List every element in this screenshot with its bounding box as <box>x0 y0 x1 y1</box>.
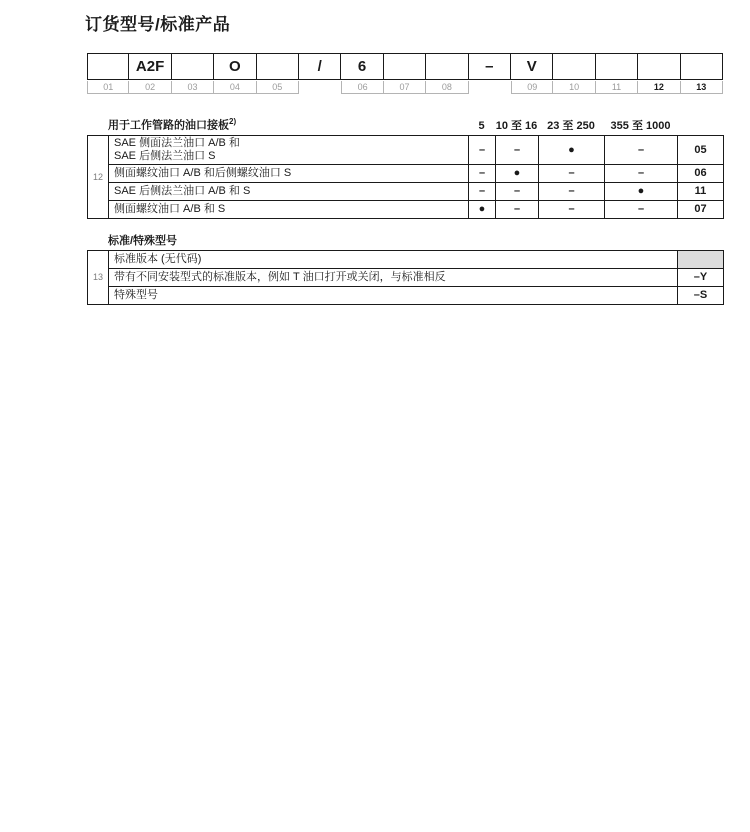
port-plate-table <box>87 135 724 219</box>
availability-mark: ● <box>539 135 605 164</box>
size-col-header-10-16: 10 至 16 <box>495 119 538 132</box>
code-cell-10 <box>553 53 595 80</box>
row-description: SAE 后侧法兰油口 A/B 和 S <box>109 182 469 200</box>
availability-mark: – <box>539 164 605 182</box>
row-description: 特殊型号 <box>109 286 678 304</box>
option-code: 07 <box>678 200 724 218</box>
position-label-12: 12 <box>88 135 109 218</box>
code-pos-gap-1 <box>299 81 341 94</box>
ordering-code-values-row <box>87 53 723 80</box>
availability-mark: – <box>605 200 678 218</box>
availability-mark: – <box>469 164 496 182</box>
availability-mark: – <box>539 182 605 200</box>
code-pos-09: 09 <box>511 81 553 94</box>
availability-mark: ● <box>469 200 496 218</box>
row-description: 侧面螺纹油口 A/B 和后侧螺纹油口 S <box>109 164 469 182</box>
code-pos-11: 11 <box>596 81 638 94</box>
option-code: –S <box>678 286 724 304</box>
size-col-header-5: 5 <box>478 119 485 132</box>
code-pos-07: 07 <box>384 81 426 94</box>
code-pos-08: 08 <box>426 81 468 94</box>
row-description <box>109 135 469 164</box>
option-code: 06 <box>678 164 724 182</box>
table-row <box>88 164 724 182</box>
availability-mark: ● <box>496 164 539 182</box>
code-pos-04: 04 <box>214 81 256 94</box>
code-pos-01: 01 <box>87 81 129 94</box>
code-pos-05: 05 <box>257 81 299 94</box>
code-pos-03: 03 <box>172 81 214 94</box>
row-description: 带有不同安装型式的标准版本，例如 T 油口打开或关闭，与标准相反 <box>109 268 678 286</box>
availability-mark: – <box>496 182 539 200</box>
availability-mark: – <box>496 135 539 164</box>
code-pos-06: 06 <box>341 81 383 94</box>
footnote-marker: 2) <box>229 117 237 126</box>
table-row <box>88 286 724 304</box>
port-plate-section-title <box>108 115 468 133</box>
availability-mark: – <box>496 200 539 218</box>
page-title: 订货型号/标准产品 <box>85 15 231 34</box>
code-pos-12: 12 <box>638 81 680 94</box>
option-code: –Y <box>678 268 724 286</box>
table-row <box>88 200 724 218</box>
availability-mark: – <box>605 164 678 182</box>
availability-mark: – <box>469 135 496 164</box>
code-pos-gap-2 <box>469 81 511 94</box>
table-row <box>88 268 724 286</box>
table-row <box>88 135 724 164</box>
port-plate-header-row <box>87 115 723 135</box>
page-content <box>87 0 723 305</box>
option-code: 11 <box>678 182 724 200</box>
size-col-header-23-250: 23 至 250 <box>547 119 595 132</box>
code-cell-03 <box>172 53 214 80</box>
size-col-header-355-1000: 355 至 1000 <box>610 119 671 132</box>
code-cell-04: O <box>214 53 256 80</box>
ordering-code-strip <box>87 53 723 94</box>
code-pos-13: 13 <box>681 81 723 94</box>
description-line: SAE 侧面法兰油口 A/B 和 <box>114 136 240 149</box>
code-cell-dash: – <box>469 53 511 80</box>
table-row <box>88 250 724 268</box>
position-label-13: 13 <box>88 250 109 304</box>
code-cell-06: 6 <box>341 53 383 80</box>
availability-mark: – <box>539 200 605 218</box>
availability-mark: – <box>469 182 496 200</box>
code-pos-10: 10 <box>553 81 595 94</box>
option-code-no-code <box>678 250 724 268</box>
code-cell-12 <box>638 53 680 80</box>
code-cell-01 <box>87 53 129 80</box>
code-cell-13 <box>681 53 723 80</box>
version-table <box>87 250 724 305</box>
code-cell-slash: / <box>299 53 341 80</box>
code-cell-08 <box>426 53 468 80</box>
code-pos-02: 02 <box>129 81 171 94</box>
description-line: SAE 后侧法兰油口 S <box>114 149 216 162</box>
option-code: 05 <box>678 135 724 164</box>
code-cell-09: V <box>511 53 553 80</box>
row-description: 侧面螺纹油口 A/B 和 S <box>109 200 469 218</box>
port-plate-section-title-text: 用于工作管路的油口接板 <box>108 119 229 132</box>
version-section-title: 标准/特殊型号 <box>108 234 178 247</box>
table-row <box>88 182 724 200</box>
code-cell-02: A2F <box>129 53 171 80</box>
row-description: 标准版本 (无代码) <box>109 250 678 268</box>
code-cell-11 <box>596 53 638 80</box>
code-cell-05 <box>257 53 299 80</box>
availability-mark: ● <box>605 182 678 200</box>
availability-mark: – <box>605 135 678 164</box>
ordering-code-numbers-row <box>87 80 723 94</box>
code-cell-07 <box>384 53 426 80</box>
